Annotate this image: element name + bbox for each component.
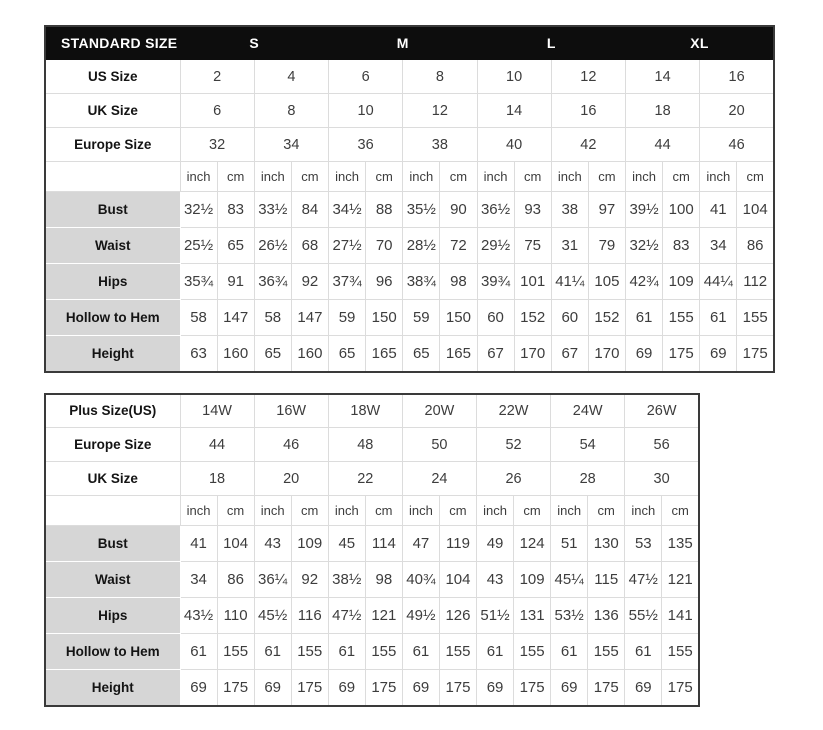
size-row	[45, 94, 774, 128]
unit-cell: inch	[700, 162, 737, 192]
measurement-value-cell: 121	[662, 562, 699, 598]
measurement-value-cell: 58	[180, 300, 217, 336]
measurement-value-cell: 61	[625, 634, 662, 670]
unit-cell: inch	[254, 162, 291, 192]
measurement-value-cell: 92	[291, 264, 328, 300]
measurement-value-cell: 61	[254, 634, 291, 670]
measurement-value-cell: 67	[477, 336, 514, 372]
size-value-cell: 26	[477, 462, 551, 496]
size-value-cell: 52	[477, 428, 551, 462]
measurement-value-cell: 175	[291, 670, 328, 706]
size-value-cell: 46	[254, 428, 328, 462]
size-value-cell: 48	[328, 428, 402, 462]
size-value-cell: 20	[254, 462, 328, 496]
measurement-value-cell: 45	[328, 526, 365, 562]
measurement-value-cell: 109	[291, 526, 328, 562]
measurement-row	[45, 336, 774, 372]
measurement-value-cell: 61	[328, 634, 365, 670]
measurement-value-cell: 55½	[625, 598, 662, 634]
row-label: Waist	[45, 562, 180, 598]
measurement-value-cell: 41	[180, 526, 217, 562]
measurement-value-cell: 69	[328, 670, 365, 706]
measurement-value-cell: 136	[588, 598, 625, 634]
measurement-value-cell: 96	[366, 264, 403, 300]
unit-cell: cm	[291, 162, 328, 192]
size-row	[45, 394, 699, 428]
measurement-value-cell: 93	[514, 192, 551, 228]
measurement-value-cell: 112	[737, 264, 774, 300]
measurement-value-cell: 44¼	[700, 264, 737, 300]
size-value-cell: 6	[329, 60, 403, 94]
unit-cell: cm	[439, 496, 476, 526]
plus-table-body	[45, 394, 699, 706]
measurement-value-cell: 43	[254, 526, 291, 562]
unit-cell: cm	[217, 496, 254, 526]
size-value-cell: 14	[626, 60, 700, 94]
measurement-value-cell: 32½	[180, 192, 217, 228]
measurement-value-cell: 110	[217, 598, 254, 634]
measurement-value-cell: 155	[663, 300, 700, 336]
measurement-value-cell: 155	[588, 634, 625, 670]
unit-cell: inch	[180, 496, 217, 526]
row-label: Europe Size	[45, 428, 180, 462]
unit-row	[45, 496, 699, 526]
measurement-value-cell: 26½	[254, 228, 291, 264]
size-row	[45, 428, 699, 462]
size-value-cell: 8	[254, 94, 328, 128]
measurement-value-cell: 47½	[625, 562, 662, 598]
measurement-value-cell: 61	[700, 300, 737, 336]
measurement-value-cell: 130	[588, 526, 625, 562]
measurement-value-cell: 47½	[328, 598, 365, 634]
size-value-cell: 2	[180, 60, 254, 94]
row-label: Europe Size	[45, 128, 180, 162]
row-label: Plus Size(US)	[45, 394, 180, 428]
measurement-value-cell: 35¾	[180, 264, 217, 300]
measurement-value-cell: 88	[366, 192, 403, 228]
measurement-value-cell: 104	[439, 562, 476, 598]
measurement-value-cell: 155	[737, 300, 774, 336]
unit-cell: inch	[403, 162, 440, 192]
size-value-cell: 22	[328, 462, 402, 496]
row-label: Height	[45, 336, 180, 372]
unit-cell: inch	[329, 162, 366, 192]
measurement-value-cell: 152	[514, 300, 551, 336]
row-label: Hollow to Hem	[45, 634, 180, 670]
measurement-value-cell: 150	[366, 300, 403, 336]
unit-cell: inch	[626, 162, 663, 192]
size-value-cell: 46	[700, 128, 774, 162]
measurement-value-cell: 175	[365, 670, 402, 706]
measurement-value-cell: 105	[588, 264, 625, 300]
measurement-value-cell: 36¼	[254, 562, 291, 598]
size-value-cell: 50	[402, 428, 476, 462]
measurement-value-cell: 69	[626, 336, 663, 372]
size-value-cell: 12	[551, 60, 625, 94]
measurement-value-cell: 51	[551, 526, 588, 562]
standard-table-body	[45, 26, 774, 372]
measurement-value-cell: 175	[737, 336, 774, 372]
measurement-value-cell: 69	[254, 670, 291, 706]
row-label: US Size	[45, 60, 180, 94]
row-label: UK Size	[45, 94, 180, 128]
measurement-value-cell: 69	[625, 670, 662, 706]
measurement-value-cell: 90	[440, 192, 477, 228]
size-value-cell: 24W	[551, 394, 625, 428]
size-value-cell: 18	[626, 94, 700, 128]
size-value-cell: 14W	[180, 394, 254, 428]
size-value-cell: 20W	[402, 394, 476, 428]
measurement-value-cell: 116	[291, 598, 328, 634]
measurement-value-cell: 36¾	[254, 264, 291, 300]
measurement-value-cell: 43½	[180, 598, 217, 634]
measurement-value-cell: 31	[551, 228, 588, 264]
measurement-value-cell: 27½	[329, 228, 366, 264]
measurement-value-cell: 69	[477, 670, 514, 706]
unit-cell: inch	[625, 496, 662, 526]
unit-cell: cm	[365, 496, 402, 526]
measurement-value-cell: 38	[551, 192, 588, 228]
plus-size-table	[44, 393, 700, 707]
measurement-value-cell: 34	[180, 562, 217, 598]
measurement-value-cell: 175	[217, 670, 254, 706]
unit-cell: inch	[402, 496, 439, 526]
measurement-value-cell: 35½	[403, 192, 440, 228]
measurement-value-cell: 61	[180, 634, 217, 670]
size-value-cell: 54	[551, 428, 625, 462]
size-group-header: M	[329, 26, 478, 60]
measurement-value-cell: 69	[700, 336, 737, 372]
unit-row-label	[45, 496, 180, 526]
measurement-value-cell: 51½	[477, 598, 514, 634]
measurement-value-cell: 121	[365, 598, 402, 634]
measurement-row	[45, 562, 699, 598]
measurement-value-cell: 39½	[626, 192, 663, 228]
measurement-value-cell: 45½	[254, 598, 291, 634]
size-value-cell: 10	[329, 94, 403, 128]
measurement-row	[45, 192, 774, 228]
unit-cell: cm	[366, 162, 403, 192]
size-value-cell: 38	[403, 128, 477, 162]
row-label: Height	[45, 670, 180, 706]
unit-cell: cm	[737, 162, 774, 192]
size-value-cell: 16W	[254, 394, 328, 428]
measurement-row	[45, 228, 774, 264]
measurement-value-cell: 61	[626, 300, 663, 336]
measurement-value-cell: 69	[402, 670, 439, 706]
measurement-row	[45, 634, 699, 670]
measurement-value-cell: 41¼	[551, 264, 588, 300]
size-group-header: S	[180, 26, 329, 60]
measurement-value-cell: 38½	[328, 562, 365, 598]
unit-cell: inch	[477, 496, 514, 526]
measurement-value-cell: 175	[588, 670, 625, 706]
size-value-cell: 12	[403, 94, 477, 128]
measurement-value-cell: 155	[365, 634, 402, 670]
measurement-value-cell: 160	[217, 336, 254, 372]
measurement-value-cell: 170	[514, 336, 551, 372]
measurement-value-cell: 124	[514, 526, 551, 562]
measurement-value-cell: 69	[180, 670, 217, 706]
measurement-value-cell: 175	[663, 336, 700, 372]
measurement-value-cell: 28½	[403, 228, 440, 264]
size-value-cell: 26W	[625, 394, 699, 428]
measurement-value-cell: 40¾	[402, 562, 439, 598]
measurement-value-cell: 84	[291, 192, 328, 228]
measurement-value-cell: 59	[329, 300, 366, 336]
measurement-value-cell: 53	[625, 526, 662, 562]
size-value-cell: 4	[254, 60, 328, 94]
measurement-value-cell: 92	[291, 562, 328, 598]
measurement-value-cell: 109	[514, 562, 551, 598]
measurement-value-cell: 79	[588, 228, 625, 264]
measurement-value-cell: 68	[291, 228, 328, 264]
size-value-cell: 18W	[328, 394, 402, 428]
unit-row-label	[45, 162, 180, 192]
size-row	[45, 60, 774, 94]
measurement-value-cell: 38¾	[403, 264, 440, 300]
measurement-value-cell: 63	[180, 336, 217, 372]
measurement-value-cell: 58	[254, 300, 291, 336]
unit-cell: inch	[477, 162, 514, 192]
measurement-value-cell: 65	[254, 336, 291, 372]
measurement-value-cell: 141	[662, 598, 699, 634]
size-value-cell: 16	[700, 60, 774, 94]
size-row	[45, 128, 774, 162]
size-row	[45, 462, 699, 496]
measurement-value-cell: 91	[217, 264, 254, 300]
standard-table-title: STANDARD SIZE	[45, 26, 180, 60]
size-value-cell: 10	[477, 60, 551, 94]
size-value-cell: 18	[180, 462, 254, 496]
size-value-cell: 56	[625, 428, 699, 462]
measurement-value-cell: 53½	[551, 598, 588, 634]
measurement-value-cell: 104	[737, 192, 774, 228]
measurement-value-cell: 175	[662, 670, 699, 706]
measurement-value-cell: 59	[403, 300, 440, 336]
measurement-value-cell: 32½	[626, 228, 663, 264]
measurement-value-cell: 47	[402, 526, 439, 562]
row-label: Hips	[45, 264, 180, 300]
size-value-cell: 16	[551, 94, 625, 128]
unit-cell: inch	[551, 496, 588, 526]
measurement-value-cell: 165	[366, 336, 403, 372]
measurement-value-cell: 65	[329, 336, 366, 372]
measurement-value-cell: 61	[402, 634, 439, 670]
measurement-value-cell: 42¾	[626, 264, 663, 300]
measurement-value-cell: 175	[514, 670, 551, 706]
measurement-value-cell: 33½	[254, 192, 291, 228]
measurement-value-cell: 72	[440, 228, 477, 264]
measurement-value-cell: 98	[365, 562, 402, 598]
measurement-value-cell: 175	[439, 670, 476, 706]
size-value-cell: 6	[180, 94, 254, 128]
standard-table-header-row	[45, 26, 774, 60]
measurement-value-cell: 36½	[477, 192, 514, 228]
measurement-value-cell: 147	[217, 300, 254, 336]
unit-cell: inch	[180, 162, 217, 192]
measurement-value-cell: 34	[700, 228, 737, 264]
measurement-value-cell: 61	[477, 634, 514, 670]
unit-cell: inch	[551, 162, 588, 192]
size-value-cell: 30	[625, 462, 699, 496]
measurement-value-cell: 29½	[477, 228, 514, 264]
measurement-value-cell: 39¾	[477, 264, 514, 300]
size-value-cell: 36	[329, 128, 403, 162]
measurement-value-cell: 75	[514, 228, 551, 264]
row-label: Waist	[45, 228, 180, 264]
row-label: Bust	[45, 526, 180, 562]
measurement-value-cell: 150	[440, 300, 477, 336]
measurement-value-cell: 135	[662, 526, 699, 562]
measurement-value-cell: 34½	[329, 192, 366, 228]
size-value-cell: 20	[700, 94, 774, 128]
unit-cell: cm	[440, 162, 477, 192]
size-value-cell: 8	[403, 60, 477, 94]
measurement-value-cell: 98	[440, 264, 477, 300]
measurement-value-cell: 65	[217, 228, 254, 264]
measurement-value-cell: 155	[514, 634, 551, 670]
measurement-value-cell: 70	[366, 228, 403, 264]
measurement-value-cell: 60	[551, 300, 588, 336]
measurement-value-cell: 49	[477, 526, 514, 562]
measurement-value-cell: 170	[588, 336, 625, 372]
measurement-value-cell: 83	[663, 228, 700, 264]
unit-row	[45, 162, 774, 192]
measurement-value-cell: 165	[440, 336, 477, 372]
measurement-value-cell: 83	[217, 192, 254, 228]
measurement-value-cell: 104	[217, 526, 254, 562]
size-value-cell: 28	[551, 462, 625, 496]
measurement-value-cell: 131	[514, 598, 551, 634]
measurement-value-cell: 114	[365, 526, 402, 562]
measurement-value-cell: 155	[439, 634, 476, 670]
size-value-cell: 42	[551, 128, 625, 162]
measurement-value-cell: 119	[439, 526, 476, 562]
row-label: Hollow to Hem	[45, 300, 180, 336]
measurement-value-cell: 109	[663, 264, 700, 300]
standard-size-table	[44, 25, 775, 373]
unit-cell: inch	[254, 496, 291, 526]
unit-cell: cm	[514, 162, 551, 192]
measurement-value-cell: 86	[737, 228, 774, 264]
measurement-value-cell: 65	[403, 336, 440, 372]
unit-cell: cm	[514, 496, 551, 526]
measurement-value-cell: 152	[588, 300, 625, 336]
size-value-cell: 40	[477, 128, 551, 162]
measurement-value-cell: 60	[477, 300, 514, 336]
measurement-row	[45, 526, 699, 562]
measurement-value-cell: 25½	[180, 228, 217, 264]
unit-cell: cm	[588, 162, 625, 192]
size-value-cell: 32	[180, 128, 254, 162]
size-value-cell: 14	[477, 94, 551, 128]
row-label: Bust	[45, 192, 180, 228]
size-value-cell: 24	[402, 462, 476, 496]
measurement-value-cell: 61	[551, 634, 588, 670]
measurement-row	[45, 300, 774, 336]
size-value-cell: 22W	[477, 394, 551, 428]
measurement-value-cell: 45¼	[551, 562, 588, 598]
size-group-header: XL	[626, 26, 775, 60]
size-group-header: L	[477, 26, 626, 60]
measurement-value-cell: 49½	[402, 598, 439, 634]
row-label: UK Size	[45, 462, 180, 496]
measurement-value-cell: 147	[291, 300, 328, 336]
measurement-row	[45, 598, 699, 634]
measurement-value-cell: 37¾	[329, 264, 366, 300]
measurement-value-cell: 101	[514, 264, 551, 300]
measurement-value-cell: 115	[588, 562, 625, 598]
measurement-value-cell: 160	[291, 336, 328, 372]
measurement-value-cell: 86	[217, 562, 254, 598]
measurement-value-cell: 41	[700, 192, 737, 228]
size-value-cell: 44	[180, 428, 254, 462]
measurement-value-cell: 155	[291, 634, 328, 670]
measurement-row	[45, 264, 774, 300]
unit-cell: cm	[291, 496, 328, 526]
measurement-value-cell: 97	[588, 192, 625, 228]
unit-cell: cm	[217, 162, 254, 192]
measurement-value-cell: 155	[662, 634, 699, 670]
measurement-value-cell: 69	[551, 670, 588, 706]
measurement-value-cell: 67	[551, 336, 588, 372]
size-value-cell: 34	[254, 128, 328, 162]
measurement-value-cell: 126	[439, 598, 476, 634]
unit-cell: cm	[663, 162, 700, 192]
measurement-value-cell: 155	[217, 634, 254, 670]
unit-cell: inch	[328, 496, 365, 526]
measurement-value-cell: 100	[663, 192, 700, 228]
row-label: Hips	[45, 598, 180, 634]
unit-cell: cm	[662, 496, 699, 526]
measurement-value-cell: 43	[477, 562, 514, 598]
measurement-row	[45, 670, 699, 706]
size-value-cell: 44	[626, 128, 700, 162]
unit-cell: cm	[588, 496, 625, 526]
